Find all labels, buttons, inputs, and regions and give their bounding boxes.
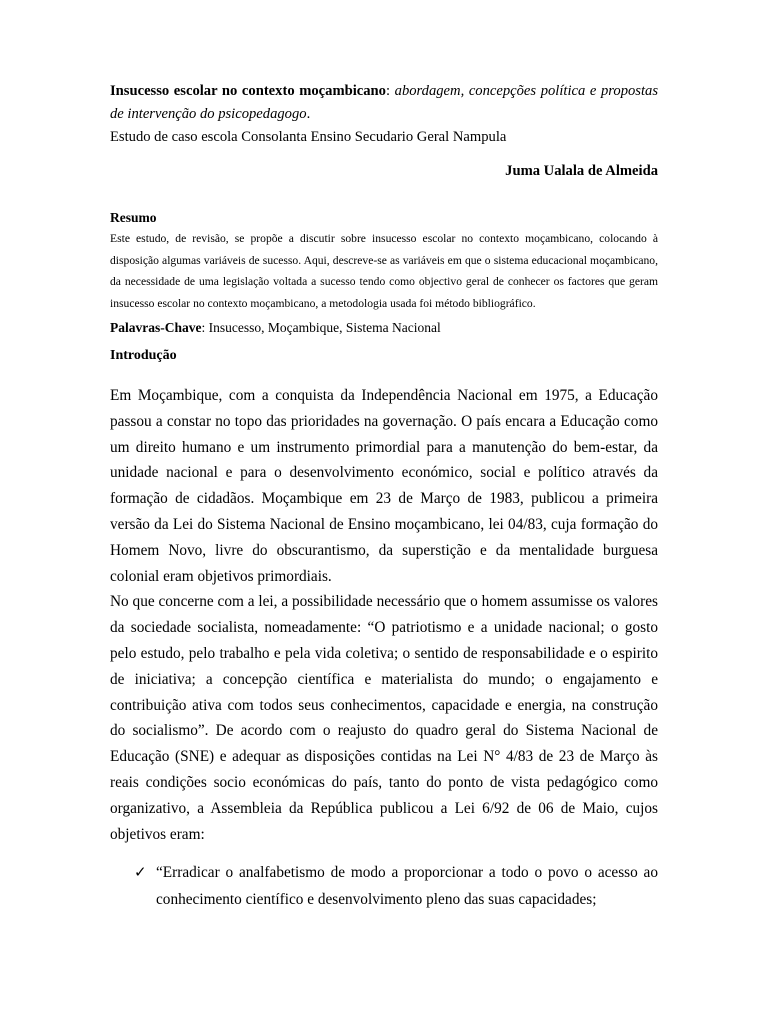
keywords [110,320,658,336]
author-name: Juma Ualala de Almeida [505,163,658,179]
title-bold: Insucesso escolar no contexto moçambicano [110,83,386,99]
introducao-body [110,383,658,847]
list-item [110,859,658,913]
keywords-text: : Insucesso, Moçambique, Sistema Nacional [201,320,441,335]
resumo-heading: Resumo [110,210,157,225]
title-italic: abordagem, concepções política e propostas de intervenção do psicopedagogo [110,83,659,122]
checkmark-icon: ✓ [134,863,147,882]
title-end: . [306,106,311,122]
introducao-heading: Introdução [110,348,177,363]
document-title [110,80,658,126]
title-separator: : [385,83,395,99]
document-subtitle: Estudo de caso escola Consolanta Ensino Secudario Geral Nampula [110,129,507,145]
keywords-label: Palavras-Chave [110,320,202,335]
resumo-text: Este estudo, de revisão, se propõe a discutir sobre insucesso escolar no contexto moçambicano, colocando à disposição algumas variáveis de sucesso. Aqui, descreve-se as variáveis em que o sistema educacional moçambicano, da necessidade de uma legislação voltada a sucesso tendo como objectivo geral de conhecer os factores que geram insucesso escolar no contexto moçambicano, a metodologia usada foi método bibliográfico. [110,232,658,310]
paragraph: Em Moçambique, com a conquista da Independência Nacional em 1975, a Educação passou a constar no topo das prioridades na governação. O país encara a Educação como um direito humano e um instrumento primordial para a manutenção do bem-estar, da unidade nacional e para o desenvolvimento económico, social e político através da formação de cidadãos. Moçambique em 23 de Março de 1983, publicou a primeira versão da Lei do Sistema Nacional de Ensino moçambicano, lei 04/83, cuja formação do Homem Novo, livre do obscurantismo, da superstição e da mentalidade burguesa colonial eram objetivos primordiais. [110,387,658,585]
list-item-text: “Erradicar o analfabetismo de modo a proporcionar a todo o povo o acesso ao conhecimento científico e desenvolvimento pleno das suas capacidades; [156,864,658,909]
paragraph: No que concerne com a lei, a possibilidade necessário que o homem assumisse os valores da sociedade socialista, nomeadamente: “O patriotismo e a unidade nacional; o gosto pelo estudo, pelo trabalho e pela vida coletiva; o sentido de responsabilidade e o espirito de iniciativa; a concepção científica e materialista do mundo; o engajamento e contribuição ativa com todos seus conhecimentos, capacidade e energia, na construção do socialismo”. De acordo com o reajusto do quadro geral do Sistema Nacional de Educação (SNE) e adequar as disposições contidas na Lei N° 4/83 de 23 de Março às reais condições socio económicas do país, tanto do ponto de vista pedagógico como organizativo, a Assembleia da República publicou a Lei 6/92 de 06 de Maio, cujos objetivos eram: [110,593,658,843]
